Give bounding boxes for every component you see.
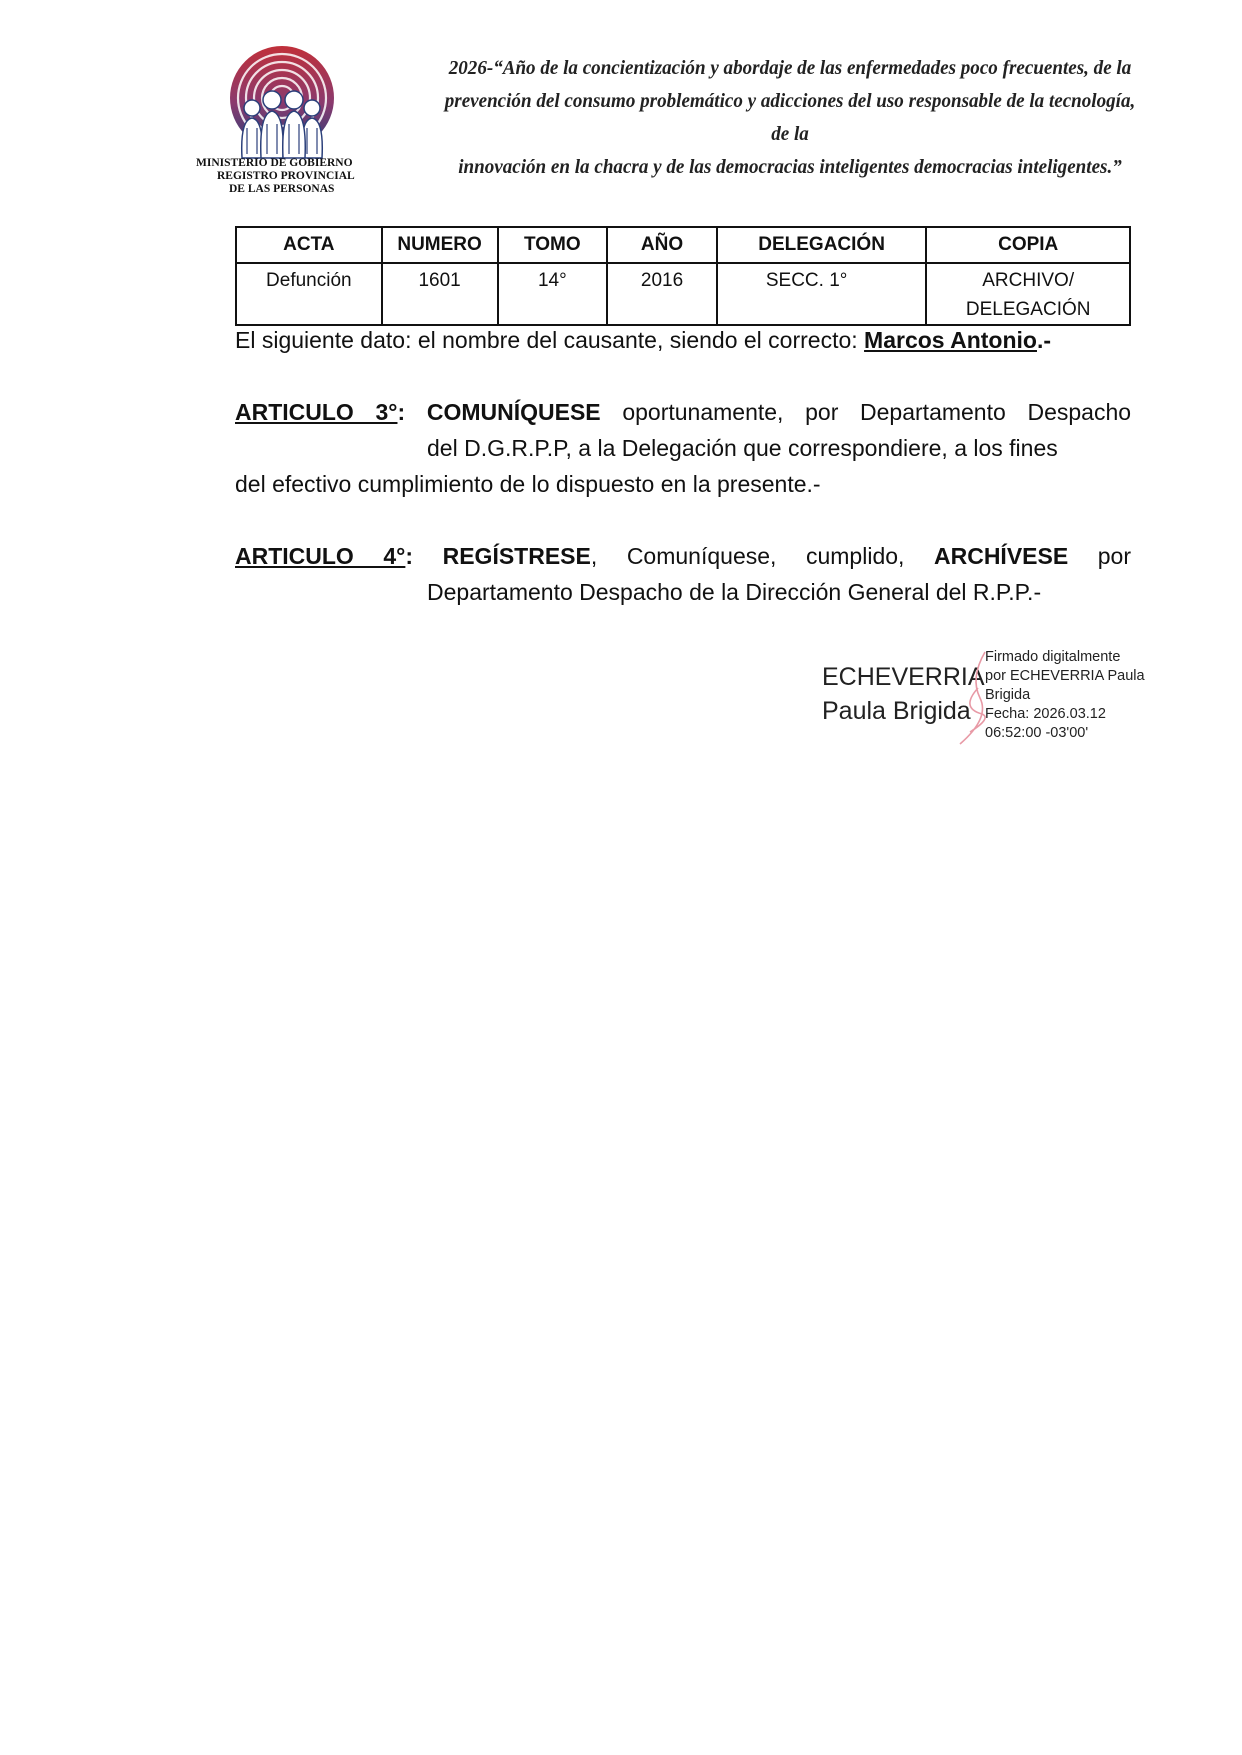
signature-info-line-2: por ECHEVERRIA Paula — [985, 668, 1145, 684]
ministry-name — [190, 157, 390, 196]
article-3-line-1 — [235, 394, 1131, 430]
year-banner-line-1: 2026-“Año de la concientización y abordaje de las enfermedades poco frecuentes, de la — [448, 57, 1132, 79]
corrected-name: Marcos Antonio — [864, 327, 1037, 353]
digital-signature — [822, 648, 1145, 748]
signature-info-line-4: Fecha: 2026.03.12 — [985, 706, 1106, 722]
correction-paragraph — [235, 322, 1131, 358]
signer-name-line-1: ECHEVERRIA — [822, 663, 985, 691]
correction-text: El siguiente dato: el nombre del causante, siendo el correcto: — [235, 327, 865, 353]
ministry-line-3: DE LAS PERSONAS — [229, 183, 335, 195]
year-banner — [437, 52, 1144, 184]
article-3 — [235, 394, 1131, 502]
cell-copia-line-2: DELEGACIÓN — [965, 299, 1091, 320]
article-4-keyword-registrese: REGÍSTRESE — [442, 543, 591, 569]
signature-info-line-3: Brigida — [985, 687, 1031, 703]
signer-name-line-2: Paula Brigida — [822, 697, 971, 725]
article-4-mid: , Comuníquese, cumplido, — [590, 543, 905, 569]
cell-copia-line-1: ARCHIVO/ — [982, 270, 1075, 291]
article-4-colon: : — [405, 543, 414, 569]
col-anio-header: AÑO — [607, 227, 717, 263]
correction-suffix: .- — [1036, 327, 1052, 353]
article-3-colon: : — [397, 399, 406, 425]
signature-info-line-5: 06:52:00 -03'00' — [985, 725, 1089, 741]
signature-info-line-1: Firmado digitalmente — [985, 649, 1121, 665]
cell-numero: 1601 — [382, 263, 498, 325]
article-4-end: por — [1097, 543, 1131, 569]
article-3-line-2: del D.G.R.P.P, a la Delegación que correspondiere, a los fines — [427, 435, 1058, 461]
signature-info — [985, 648, 1145, 743]
cell-delegacion: SECC. 1° — [717, 263, 927, 325]
year-banner-line-3: innovación en la chacra y de las democracias inteligentes democracias inteligentes.” — [458, 156, 1122, 178]
cell-anio: 2016 — [607, 263, 717, 325]
col-copia-header: COPIA — [926, 227, 1130, 263]
article-4-line-2: Departamento Despacho de la Dirección General del R.P.P.- — [427, 579, 1042, 605]
article-4-line-1 — [235, 538, 1131, 574]
cell-copia — [926, 263, 1130, 325]
article-3-line-1-rest: oportunamente, por Departamento Despacho — [622, 399, 1132, 425]
year-banner-line-2: prevención del consumo problemático y adicciones del uso responsable de la tecnología, de la — [444, 90, 1136, 145]
article-3-heading: ARTICULO 3° — [235, 399, 398, 425]
col-delegacion-header: DELEGACIÓN — [717, 227, 927, 263]
col-acta-header: ACTA — [236, 227, 382, 263]
col-numero-header: NUMERO — [382, 227, 498, 263]
article-3-keyword: COMUNÍQUESE — [426, 399, 601, 425]
article-4-heading: ARTICULO 4° — [235, 543, 406, 569]
acta-table — [235, 226, 1131, 326]
ministry-line-2: REGISTRO PROVINCIAL — [217, 170, 355, 182]
registry-logo-icon — [222, 46, 342, 160]
table-header-row — [236, 227, 1130, 263]
col-tomo-header: TOMO — [498, 227, 608, 263]
article-4-keyword-archivese: ARCHÍVESE — [933, 543, 1069, 569]
article-3-line-3: del efectivo cumplimiento de lo dispuesto en la presente.- — [235, 471, 821, 497]
cell-acta: Defunción — [236, 263, 382, 325]
article-4 — [235, 538, 1131, 610]
table-row — [236, 263, 1130, 325]
cell-tomo: 14° — [498, 263, 608, 325]
ministry-line-1: MINISTERIO DE GOBIERNO — [196, 157, 353, 169]
